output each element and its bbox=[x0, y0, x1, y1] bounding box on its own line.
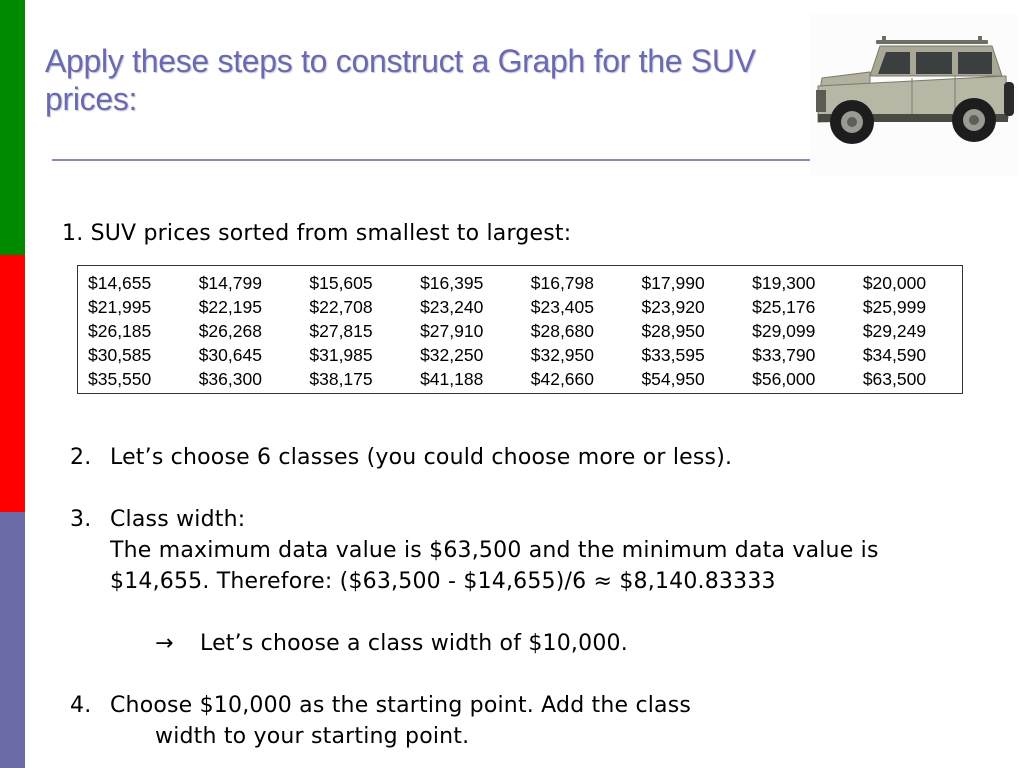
price-cell: $28,950 bbox=[641, 321, 705, 341]
price-cell: $14,799 bbox=[198, 273, 262, 293]
price-cell: $35,550 bbox=[88, 369, 152, 389]
slide-title: Apply these steps to construct a Graph for the SUV prices: bbox=[45, 43, 756, 117]
step-4-line-2: width to your starting point. bbox=[155, 724, 470, 749]
price-grid bbox=[88, 273, 974, 393]
price-cell: $26,268 bbox=[198, 321, 262, 341]
price-cell: $34,590 bbox=[862, 345, 927, 365]
price-cell: $29,099 bbox=[752, 321, 816, 341]
price-cell: $19,300 bbox=[752, 273, 816, 293]
step-4-number: 4. bbox=[70, 693, 92, 718]
price-cell: $26,185 bbox=[88, 321, 152, 341]
price-cell: $21,995 bbox=[88, 297, 152, 317]
price-cell: $16,395 bbox=[420, 273, 484, 293]
price-cell: $27,815 bbox=[309, 321, 373, 341]
price-cell: $17,990 bbox=[641, 273, 705, 293]
price-cell: $38,175 bbox=[309, 369, 373, 389]
side-bar-purple bbox=[0, 512, 25, 768]
price-cell: $23,920 bbox=[641, 297, 705, 317]
price-cell: $56,000 bbox=[752, 369, 816, 389]
step-3-line-2: $14,655. Therefore: ($63,500 - $14,655)/6 ≈ $8,140.83333 bbox=[110, 569, 776, 594]
price-cell: $16,798 bbox=[530, 273, 595, 293]
price-cell: $33,595 bbox=[641, 345, 705, 365]
step-4-line-1: Choose $10,000 as the starting point. Add the class bbox=[110, 693, 692, 718]
side-bar-red bbox=[0, 255, 25, 512]
price-cell: $31,985 bbox=[309, 345, 373, 365]
title-underline bbox=[52, 159, 810, 161]
price-cell: $28,680 bbox=[530, 321, 595, 341]
step-3-line-1: The maximum data value is $63,500 and the minimum data value is bbox=[110, 538, 879, 563]
price-cell: $30,585 bbox=[88, 345, 152, 365]
price-cell: $25,176 bbox=[752, 297, 816, 317]
side-bar-green bbox=[0, 0, 25, 255]
price-cell: $32,250 bbox=[420, 345, 484, 365]
price-cell: $41,188 bbox=[420, 369, 484, 389]
step-3 bbox=[70, 504, 1010, 659]
step-2 bbox=[70, 442, 1010, 473]
price-cell: $33,790 bbox=[752, 345, 816, 365]
price-cell: $14,655 bbox=[88, 273, 152, 293]
step-1-label: 1. SUV prices sorted from smallest to largest: bbox=[62, 221, 572, 246]
step-2-text: Let’s choose 6 classes (you could choose more or less). bbox=[110, 445, 733, 470]
price-table bbox=[77, 265, 963, 394]
price-cell: $32,950 bbox=[530, 345, 595, 365]
price-cell: $42,660 bbox=[530, 369, 595, 389]
step-3-heading: Class width: bbox=[110, 507, 246, 532]
step-4 bbox=[70, 690, 1010, 752]
price-cell: $15,605 bbox=[309, 273, 373, 293]
step-2-number: 2. bbox=[70, 445, 92, 470]
price-cell: $27,910 bbox=[420, 321, 484, 341]
steps-list bbox=[70, 442, 1010, 752]
step-3-choice-text: Let’s choose a class width of $10,000. bbox=[200, 631, 628, 656]
price-cell: $23,240 bbox=[420, 297, 484, 317]
price-cell: $22,708 bbox=[309, 297, 373, 317]
price-cell: $36,300 bbox=[198, 369, 262, 389]
price-cell: $20,000 bbox=[862, 273, 927, 293]
suv-photo bbox=[810, 14, 1018, 176]
price-cell: $29,249 bbox=[862, 321, 927, 341]
step-3-number: 3. bbox=[70, 507, 92, 532]
price-cell: $30,645 bbox=[198, 345, 262, 365]
price-cell: $63,500 bbox=[862, 369, 927, 389]
price-cell: $25,999 bbox=[862, 297, 927, 317]
right-arrow-icon: → bbox=[155, 631, 174, 656]
step-3-choice bbox=[110, 628, 1010, 659]
price-cell: $23,405 bbox=[530, 297, 595, 317]
price-cell: $22,195 bbox=[198, 297, 262, 317]
price-cell: $54,950 bbox=[641, 369, 705, 389]
